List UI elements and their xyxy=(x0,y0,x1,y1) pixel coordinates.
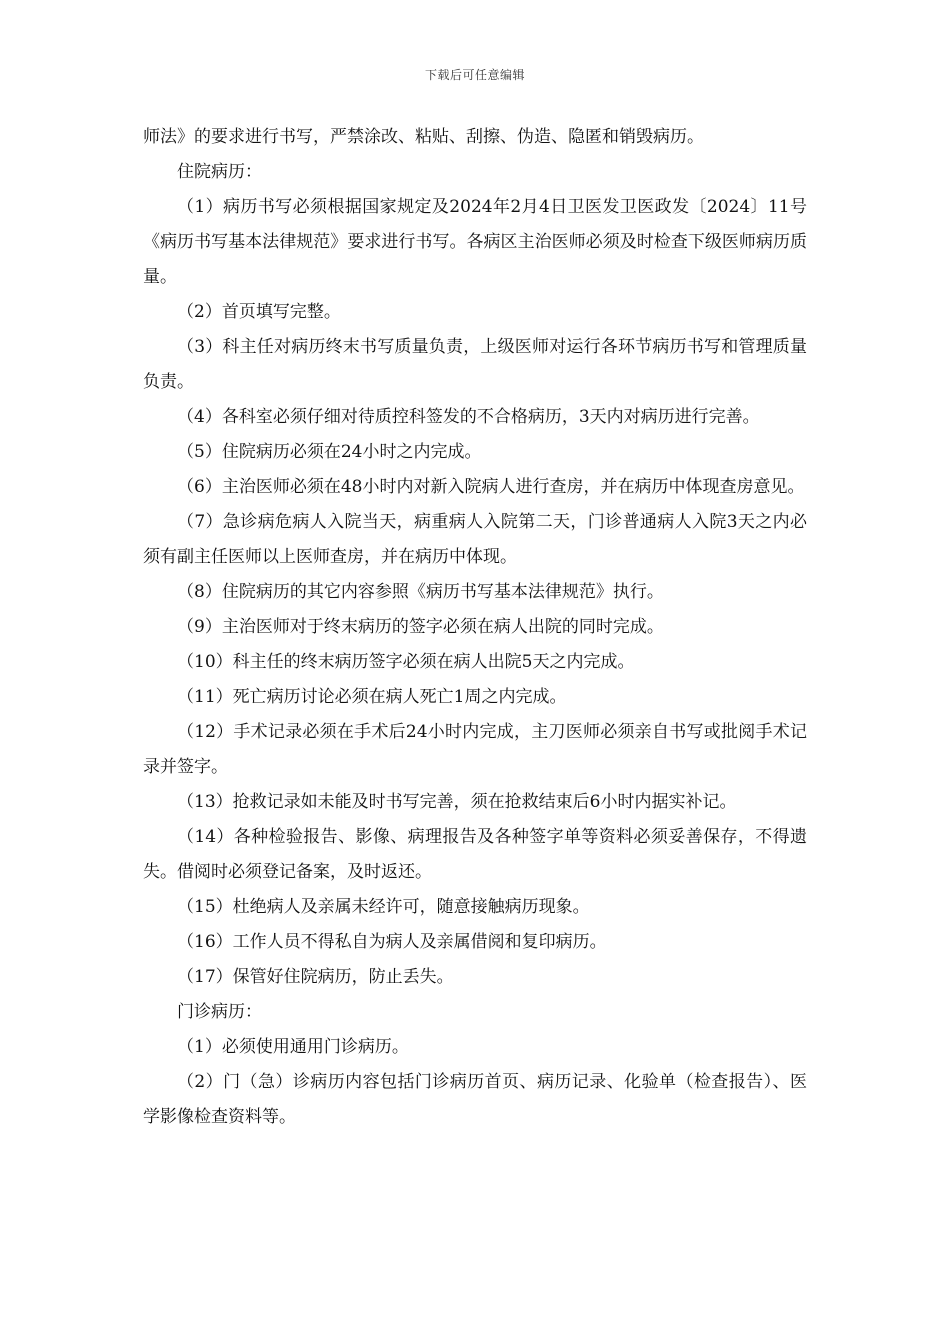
inpatient-item-3: （3）科主任对病历终末书写质量负责，上级医师对运行各环节病历书写和管理质量负责。 xyxy=(143,337,807,392)
section-heading-inpatient: 住院病历： xyxy=(177,162,262,182)
inpatient-item-9: （9）主治医师对于终末病历的签字必须在病人出院的同时完成。 xyxy=(177,617,664,637)
paragraph-continuation: 师法》的要求进行书写，严禁涂改、粘贴、刮擦、伪造、隐匿和销毁病历。 xyxy=(143,127,704,147)
inpatient-item-6: （6）主治医师必须在48小时内对新入院病人进行查房，并在病历中体现查房意见。 xyxy=(177,477,805,497)
inpatient-item-11: （11）死亡病历讨论必须在病人死亡1周之内完成。 xyxy=(177,687,567,707)
inpatient-item-10: （10）科主任的终末病历签字必须在病人出院5天之内完成。 xyxy=(177,652,635,672)
inpatient-item-7: （7）急诊病危病人入院当天，病重病人入院第二天，门诊普通病人入院3天之内必须有副主任医师以上医师查房，并在病历中体现。 xyxy=(143,512,807,567)
inpatient-item-17: （17）保管好住院病历，防止丢失。 xyxy=(177,967,454,987)
outpatient-item-1: （1）必须使用通用门诊病历。 xyxy=(177,1037,409,1057)
page-header-note: 下载后可任意编辑 xyxy=(424,68,525,82)
inpatient-item-4: （4）各科室必须仔细对待质控科签发的不合格病历，3天内对病历进行完善。 xyxy=(177,407,760,427)
inpatient-item-2: （2）首页填写完整。 xyxy=(177,302,341,322)
section-heading-outpatient: 门诊病历： xyxy=(177,1002,262,1022)
inpatient-item-5: （5）住院病历必须在24小时之内完成。 xyxy=(177,442,482,462)
inpatient-item-8: （8）住院病历的其它内容参照《病历书写基本法律规范》执行。 xyxy=(177,582,664,602)
inpatient-item-16: （16）工作人员不得私自为病人及亲属借阅和复印病历。 xyxy=(177,932,607,952)
inpatient-item-12: （12）手术记录必须在手术后24小时内完成，主刀医师必须亲自书写或批阅手术记录并签字。 xyxy=(143,722,807,777)
inpatient-item-15: （15）杜绝病人及亲属未经许可，随意接触病历现象。 xyxy=(177,897,590,917)
inpatient-item-1: （1）病历书写必须根据国家规定及2024年2月4日卫医发卫医政发〔2024〕11号《病历书写基本法律规范》要求进行书写。各病区主治医师必须及时检查下级医师病历质量。 xyxy=(143,197,807,287)
document-body xyxy=(143,120,807,1135)
inpatient-item-14: （14）各种检验报告、影像、病理报告及各种签字单等资料必须妥善保存，不得遗失。借阅时必须登记备案，及时返还。 xyxy=(143,827,807,882)
outpatient-item-2: （2）门（急）诊病历内容包括门诊病历首页、病历记录、化验单（检查报告）、医学影像检查资料等。 xyxy=(143,1072,807,1127)
inpatient-item-13: （13）抢救记录如未能及时书写完善，须在抢救结束后6小时内据实补记。 xyxy=(177,792,737,812)
